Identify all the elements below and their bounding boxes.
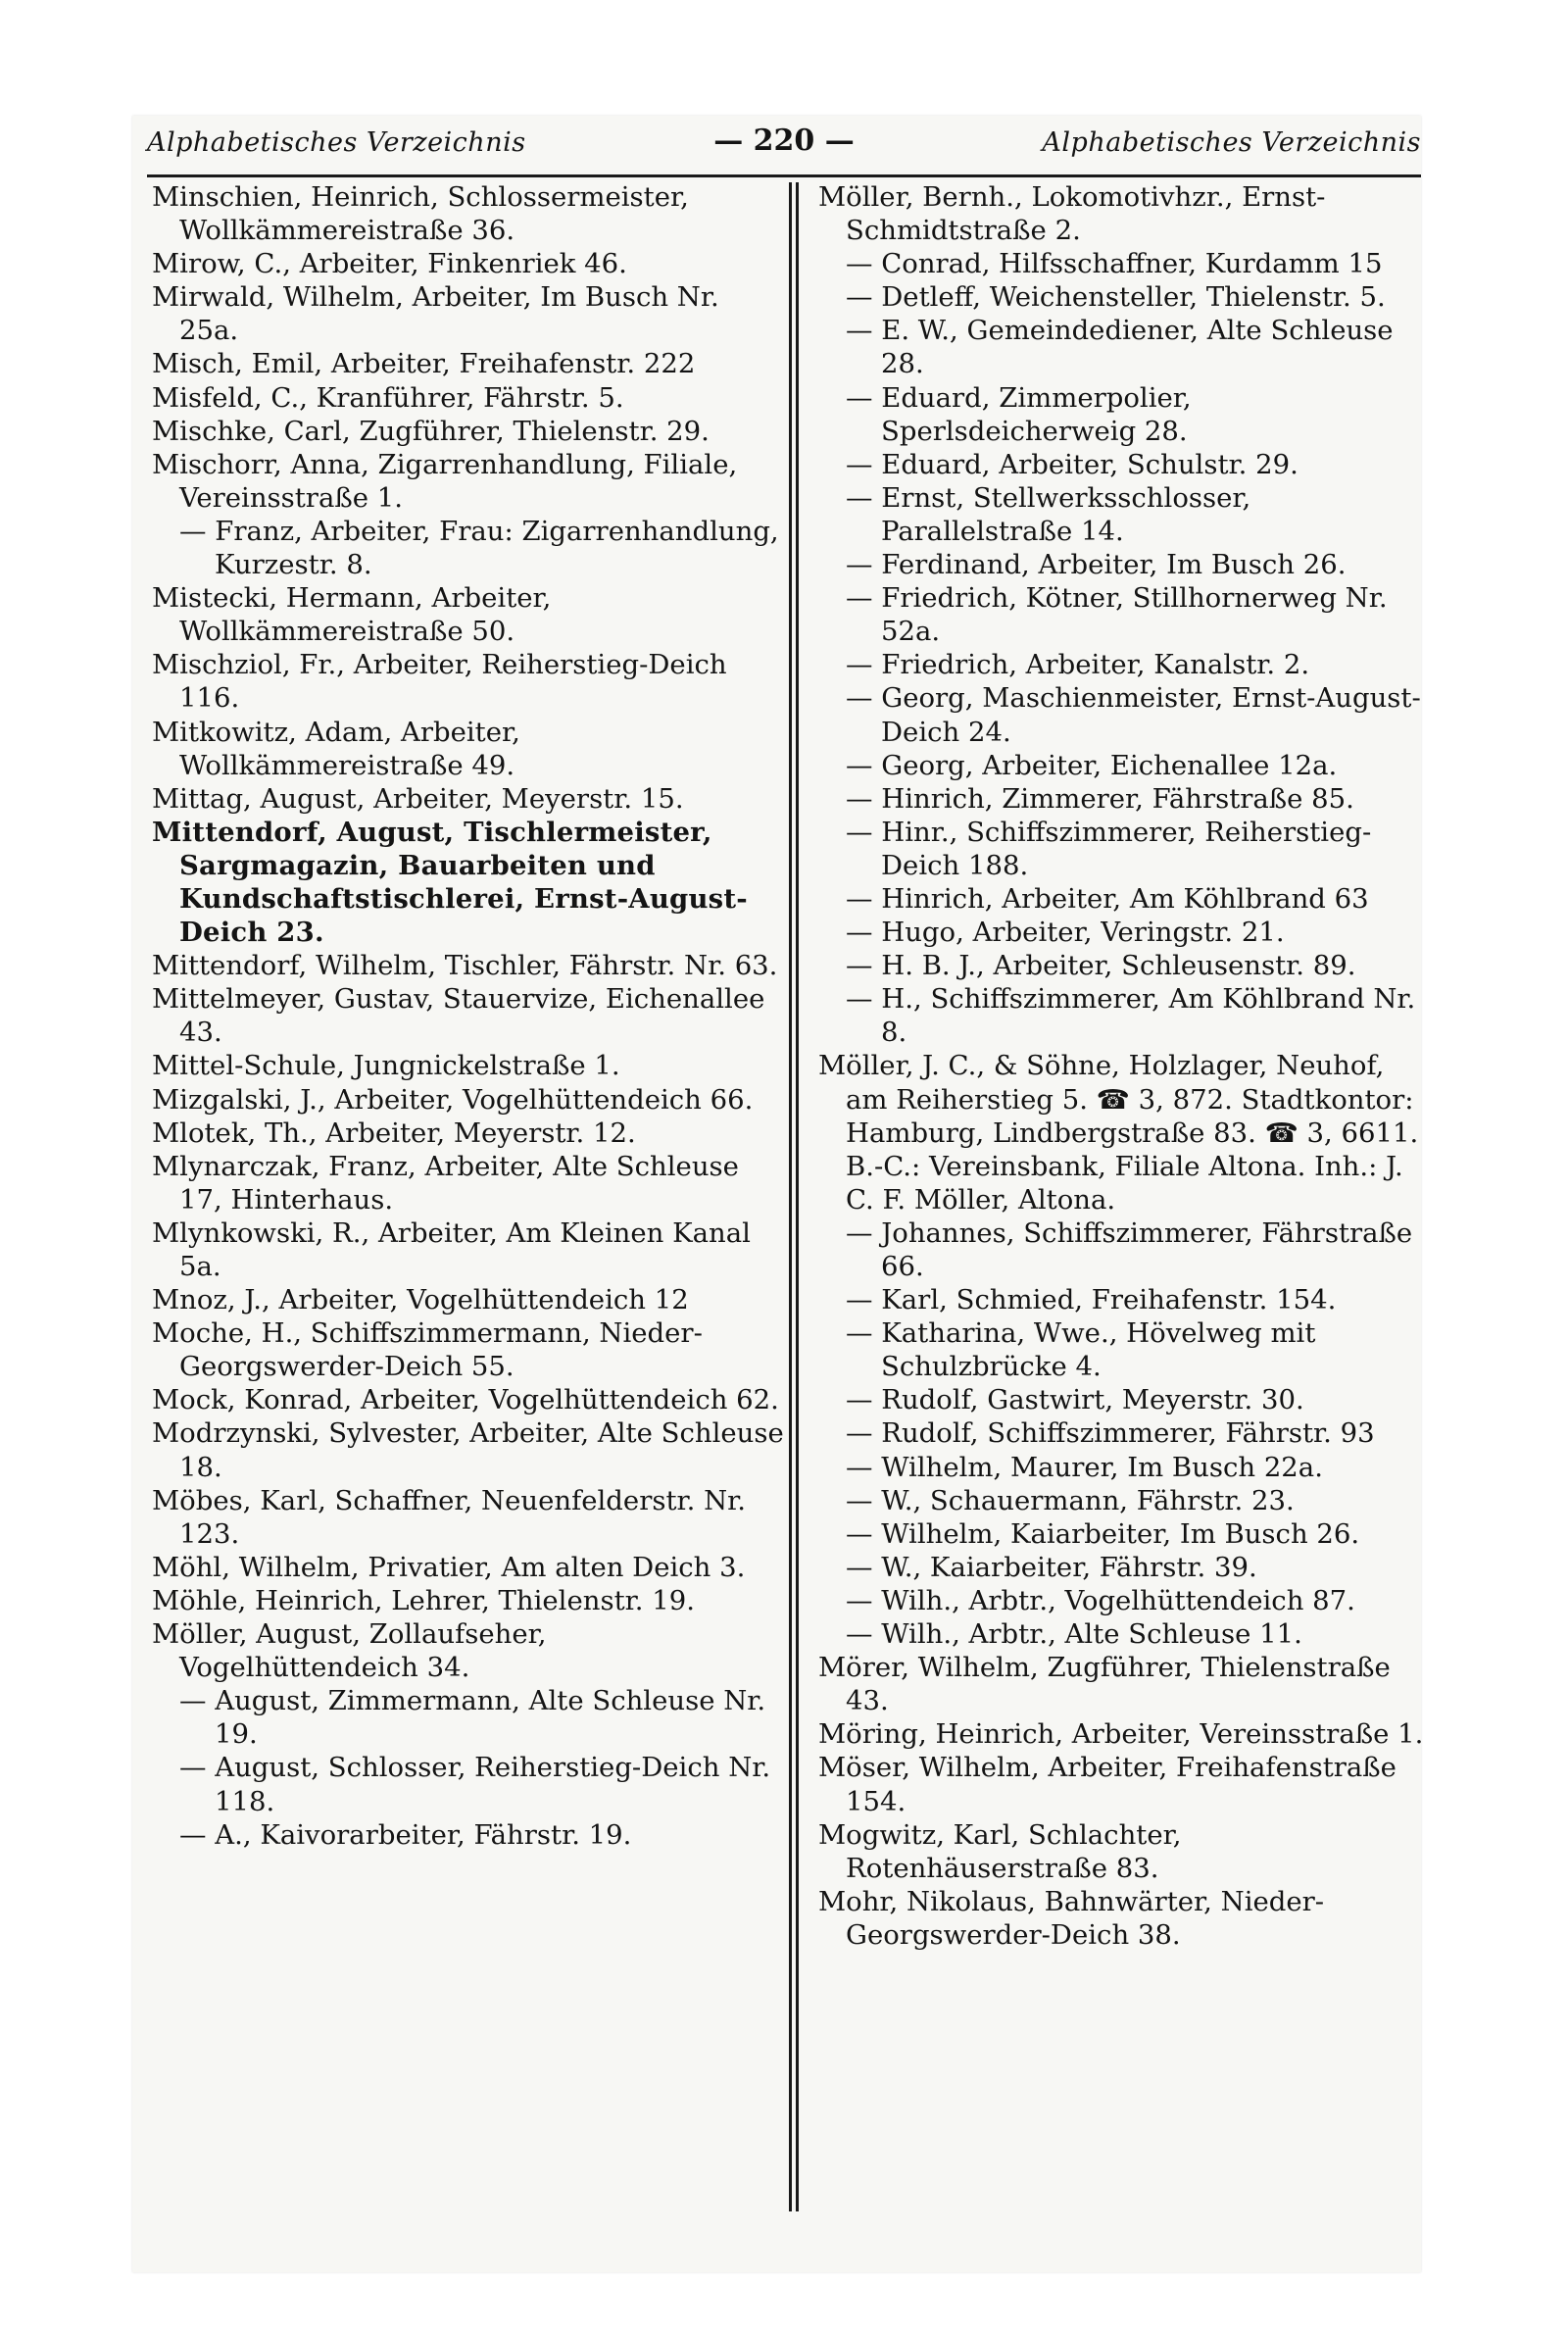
entry-text: — Ferdinand, Arbeiter, Im Busch 26. xyxy=(846,549,1347,581)
directory-entry xyxy=(818,916,1426,949)
entry-text: Mittendorf, August, Tischlermeister, Sargmagazin, Bauarbeiten und Kundschaftstischlerei, Ernst-August-Deich 23. xyxy=(152,816,748,949)
right-column xyxy=(818,180,1426,1952)
directory-entry xyxy=(152,280,784,347)
entry-text: Misch, Emil, Arbeiter, Freihafenstr. 222 xyxy=(152,348,696,380)
entry-text: Misfeld, C., Kranführer, Fährstr. 5. xyxy=(152,381,624,414)
page-number: — 220 — xyxy=(713,124,855,158)
entry-text: — H. B. J., Arbeiter, Schleusenstr. 89. xyxy=(846,950,1356,982)
directory-entry xyxy=(818,681,1426,748)
directory-entry xyxy=(818,548,1426,581)
entry-text: Mittendorf, Wilhelm, Tischler, Fährstr. Nr. 63. xyxy=(152,950,778,982)
directory-entry xyxy=(152,515,784,581)
directory-entry xyxy=(152,1117,784,1150)
directory-entry xyxy=(152,1216,784,1283)
entry-text: Mitkowitz, Adam, Arbeiter, Wollkämmereistraße 49. xyxy=(152,716,520,781)
directory-entry xyxy=(818,1751,1426,1817)
directory-entry xyxy=(818,882,1426,916)
entry-text: Mischziol, Fr., Arbeiter, Reiherstieg-Deich 116. xyxy=(152,649,727,715)
entry-text: Mittel-Schule, Jungnickelstraße 1. xyxy=(152,1050,620,1082)
entry-text: Möhl, Wilhelm, Privatier, Am alten Deich 3. xyxy=(152,1551,746,1583)
directory-entry xyxy=(818,247,1426,280)
directory-entry xyxy=(152,782,784,816)
entry-text: — Friedrich, Arbeiter, Kanalstr. 2. xyxy=(846,649,1310,681)
directory-entry xyxy=(818,1216,1426,1283)
entry-text: Mirow, C., Arbeiter, Finkenriek 46. xyxy=(152,248,627,280)
directory-entry xyxy=(818,448,1426,481)
entry-text: Mittag, August, Arbeiter, Meyerstr. 15. xyxy=(152,782,684,815)
entry-text: — Eduard, Arbeiter, Schulstr. 29. xyxy=(846,448,1298,480)
entry-text: — Wilhelm, Kaiarbeiter, Im Busch 26. xyxy=(846,1517,1360,1550)
entry-text: — Ernst, Stellwerksschlosser, Parallelstraße 14. xyxy=(846,481,1251,547)
entry-text: Minschien, Heinrich, Schlossermeister, Wollkämmereistraße 36. xyxy=(152,181,689,247)
entry-text: — Hinr., Schiffszimmerer, Reiherstieg-Deich 188. xyxy=(846,816,1372,881)
directory-entry xyxy=(152,1684,784,1751)
column-divider-line xyxy=(789,182,792,2211)
directory-entry xyxy=(152,1818,784,1852)
entry-text: — Georg, Arbeiter, Eichenallee 12a. xyxy=(846,749,1338,781)
entry-text: — Friedrich, Kötner, Stillhornerweg Nr. 52a. xyxy=(846,582,1388,648)
directory-entry xyxy=(152,381,784,415)
entry-text: Mörer, Wilhelm, Zugführer, Thielenstraße 43. xyxy=(818,1652,1391,1717)
directory-entry xyxy=(818,1316,1426,1383)
header-rule xyxy=(147,174,1421,177)
entry-text: — Johannes, Schiffszimmerer, Fährstraße 66. xyxy=(846,1216,1413,1282)
entry-text: Mlynarczak, Franz, Arbeiter, Alte Schleuse 17, Hinterhaus. xyxy=(152,1150,739,1216)
entry-text: Modrzynski, Sylvester, Arbeiter, Alte Schleuse 18. xyxy=(152,1417,784,1483)
entry-text: Möbes, Karl, Schaffner, Neuenfelderstr. Nr. 123. xyxy=(152,1484,747,1550)
entry-text: Mittelmeyer, Gustav, Stauervize, Eichenallee 43. xyxy=(152,983,765,1049)
directory-entry xyxy=(152,1150,784,1216)
directory-entry xyxy=(152,1416,784,1483)
directory-entry xyxy=(152,581,784,648)
entry-text: — Eduard, Zimmerpolier, Sperlsdeicherweig 28. xyxy=(846,381,1192,447)
entry-text: Mirwald, Wilhelm, Arbeiter, Im Busch Nr. 25a. xyxy=(152,281,719,347)
entry-text: Möhle, Heinrich, Lehrer, Thielenstr. 19. xyxy=(152,1584,695,1616)
directory-entry xyxy=(818,1885,1426,1952)
entry-text: Möller, August, Zollaufseher, Vogelhüttendeich 34. xyxy=(152,1618,547,1684)
entry-text: — Rudolf, Gastwirt, Meyerstr. 30. xyxy=(846,1384,1304,1416)
directory-entry xyxy=(152,648,784,715)
directory-entry xyxy=(818,949,1426,982)
directory-entry xyxy=(152,1083,784,1117)
directory-entry xyxy=(152,1049,784,1082)
entry-text: Moche, H., Schiffszimmermann, Nieder-Georgswerder-Deich 55. xyxy=(152,1317,703,1383)
directory-entry xyxy=(152,1551,784,1584)
entry-text: — W., Schauermann, Fährstr. 23. xyxy=(846,1484,1295,1516)
entry-text: Mohr, Nikolaus, Bahnwärter, Nieder-Georgswerder-Deich 38. xyxy=(818,1885,1325,1951)
directory-entry xyxy=(818,381,1426,448)
directory-entry xyxy=(152,949,784,982)
directory-entry xyxy=(818,1283,1426,1316)
directory-entry xyxy=(818,1049,1426,1216)
entry-text: Möring, Heinrich, Arbeiter, Vereinsstraße 1. xyxy=(818,1718,1424,1751)
directory-entry xyxy=(152,716,784,782)
directory-entry xyxy=(818,1651,1426,1717)
entry-text: Mischorr, Anna, Zigarrenhandlung, Filiale, Vereinsstraße 1. xyxy=(152,448,738,514)
directory-entry xyxy=(818,1517,1426,1551)
column-divider-line xyxy=(796,182,799,2211)
entry-text: — E. W., Gemeindediener, Alte Schleuse 28. xyxy=(846,315,1394,380)
entry-text: — Wilh., Arbtr., Alte Schleuse 11. xyxy=(846,1618,1302,1651)
entry-text: Mlynkowski, R., Arbeiter, Am Kleinen Kanal 5a. xyxy=(152,1216,751,1282)
directory-entry xyxy=(152,347,784,380)
directory-entry xyxy=(818,982,1426,1049)
directory-entry xyxy=(818,1383,1426,1416)
directory-entry xyxy=(818,1551,1426,1584)
entry-text: — Hinrich, Zimmerer, Fährstraße 85. xyxy=(846,782,1354,815)
entry-text: Mlotek, Th., Arbeiter, Meyerstr. 12. xyxy=(152,1117,636,1149)
directory-entry xyxy=(152,982,784,1049)
entry-text: Möller, J. C., & Söhne, Holzlager, Neuhof, am Reiherstieg 5. ☎ 3, 872. Stadtkontor: Hamburg, Lindbergstraße 83. ☎ 3, 6611. B.-C.: Vereinsbank, Filiale Altona. Inh.: J. C. F. Möller, Altona. xyxy=(818,1050,1419,1216)
directory-entry xyxy=(818,1416,1426,1450)
directory-entry xyxy=(818,1484,1426,1517)
entry-text: Mnoz, J., Arbeiter, Vogelhüttendeich 12 xyxy=(152,1284,689,1316)
entry-text: Mizgalski, J., Arbeiter, Vogelhüttendeich 66. xyxy=(152,1083,754,1116)
directory-entry xyxy=(818,1617,1426,1651)
entry-text: — Hinrich, Arbeiter, Am Köhlbrand 63 xyxy=(846,882,1369,915)
directory-entry xyxy=(818,481,1426,548)
entry-text: Möller, Bernh., Lokomotivhzr., Ernst-Schmidtstraße 2. xyxy=(818,181,1326,247)
directory-entry xyxy=(152,816,784,949)
directory-entry xyxy=(818,816,1426,882)
directory-entry xyxy=(818,1584,1426,1617)
entry-text: — Rudolf, Schiffszimmerer, Fährstr. 93 xyxy=(846,1417,1375,1450)
directory-entry xyxy=(152,1751,784,1817)
entry-text: — Wilhelm, Maurer, Im Busch 22a. xyxy=(846,1451,1323,1483)
directory-entry xyxy=(152,1484,784,1551)
running-title-left: Alphabetisches Verzeichnis xyxy=(147,127,526,158)
entry-text: Mock, Konrad, Arbeiter, Vogelhüttendeich 62. xyxy=(152,1384,779,1416)
directory-entry xyxy=(152,415,784,448)
entry-text: — A., Kaivorarbeiter, Fährstr. 19. xyxy=(179,1818,632,1851)
entry-text: — Georg, Maschienmeister, Ernst-August-Deich 24. xyxy=(846,682,1421,748)
directory-entry xyxy=(818,581,1426,648)
entry-text: — Wilh., Arbtr., Vogelhüttendeich 87. xyxy=(846,1584,1355,1616)
directory-entry xyxy=(152,1283,784,1316)
entry-text: — W., Kaiarbeiter, Fährstr. 39. xyxy=(846,1551,1257,1583)
directory-entry xyxy=(818,782,1426,816)
directory-entry xyxy=(152,247,784,280)
directory-entry xyxy=(818,180,1426,247)
entry-text: — August, Schlosser, Reiherstieg-Deich Nr. 118. xyxy=(179,1752,771,1817)
entry-text: — Hugo, Arbeiter, Veringstr. 21. xyxy=(846,917,1285,949)
entry-text: — Karl, Schmied, Freihafenstr. 154. xyxy=(846,1284,1337,1316)
entry-text: Mischke, Carl, Zugführer, Thielenstr. 29. xyxy=(152,415,710,447)
directory-entry xyxy=(152,180,784,247)
directory-entry xyxy=(152,1584,784,1617)
directory-entry xyxy=(152,1617,784,1684)
left-column xyxy=(152,180,784,1852)
entry-text: — Franz, Arbeiter, Frau: Zigarrenhandlung, Kurzestr. 8. xyxy=(179,515,779,581)
running-title-right: Alphabetisches Verzeichnis xyxy=(1042,127,1421,158)
directory-entry xyxy=(818,1451,1426,1484)
entry-text: — Katharina, Wwe., Hövelweg mit Schulzbrücke 4. xyxy=(846,1317,1316,1383)
entry-text: Mogwitz, Karl, Schlachter, Rotenhäuserstraße 83. xyxy=(818,1818,1182,1884)
directory-entry xyxy=(818,314,1426,380)
entry-text: — H., Schiffszimmerer, Am Köhlbrand Nr. 8. xyxy=(846,983,1416,1049)
directory-entry xyxy=(818,648,1426,681)
page-header xyxy=(147,124,1421,167)
directory-entry xyxy=(818,280,1426,314)
directory-entry xyxy=(152,1383,784,1416)
directory-entry xyxy=(152,1316,784,1383)
entry-text: — August, Zimmermann, Alte Schleuse Nr. 19. xyxy=(179,1685,766,1751)
directory-entry xyxy=(152,448,784,515)
directory-entry xyxy=(818,749,1426,782)
entry-text: — Conrad, Hilfsschaffner, Kurdamm 15 xyxy=(846,248,1383,280)
entry-text: — Detleff, Weichensteller, Thielenstr. 5. xyxy=(846,281,1386,314)
entry-text: Mistecki, Hermann, Arbeiter, Wollkämmereistraße 50. xyxy=(152,582,552,648)
entry-text: Möser, Wilhelm, Arbeiter, Freihafenstraße 154. xyxy=(818,1752,1396,1817)
directory-entry xyxy=(818,1717,1426,1751)
directory-entry xyxy=(818,1818,1426,1885)
